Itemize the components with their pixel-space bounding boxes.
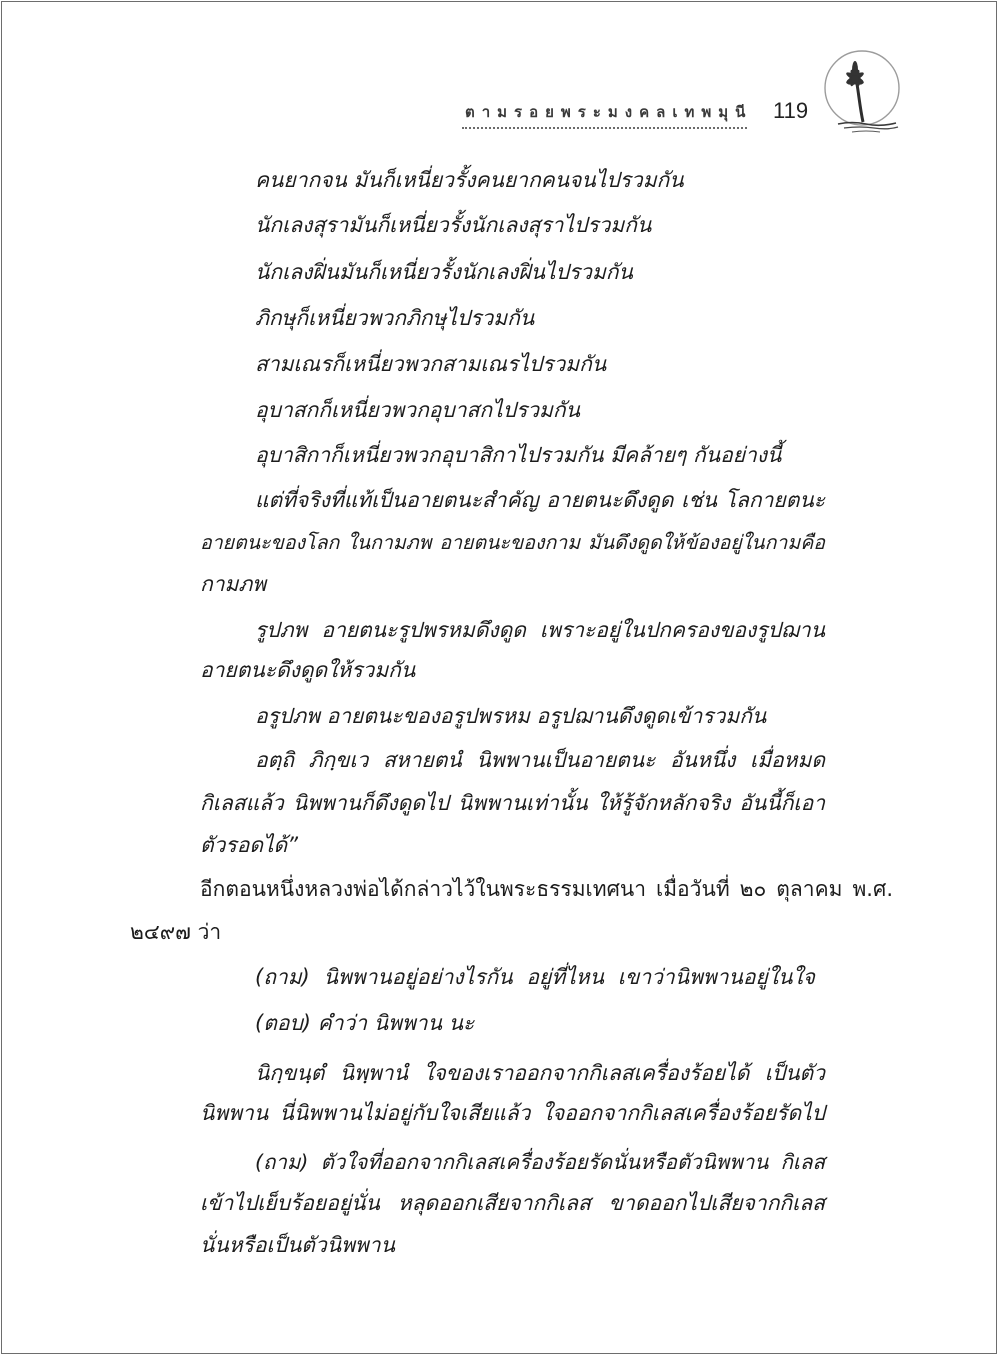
text-line: เข้าไปเย็บร้อยอยู่นั่น หลุดออกเสียจากกิเลส ขาดออกไปเสียจากกิเลส	[200, 1191, 825, 1215]
text-line: กามภพ	[200, 572, 267, 596]
text-line: รูปภพ อายตนะรูปพรหมดึงดูด เพราะอยู่ในปกครองของรูปฌาน	[255, 618, 825, 642]
text-line: อรูปภพ อายตนะของอรูปพรหม อรูปฌานดึงดูดเข้ารวมกัน	[255, 704, 767, 728]
text-line: นักเลงฝิ่นมันก็เหนี่ยวรั้งนักเลงฝิ่นไปรวมกัน	[255, 260, 633, 284]
text-line: อุบาสิกาก็เหนี่ยวพวกอุบาสิกาไปรวมกัน มีคล้ายๆ กันอย่างนี้	[255, 443, 782, 467]
text-line: (ตอบ) คำว่า นิพพาน นะ	[255, 1011, 475, 1035]
lotus-tree-emblem-icon	[822, 48, 904, 140]
text-line: ๒๔๙๗ ว่า	[130, 920, 222, 944]
page-number: 119	[773, 98, 809, 123]
text-line: ภิกษุก็เหนี่ยวพวกภิกษุไปรวมกัน	[255, 306, 535, 330]
text-line: กิเลสแล้ว นิพพานก็ดึงดูดไป นิพพานเท่านั้น ให้รู้จักหลักจริง อันนี้ก็เอา	[200, 791, 825, 815]
text-line: นิกฺขนฺตํ นิพฺพานํ ใจของเราออกจากกิเลสเครื่องร้อยได้ เป็นตัว	[255, 1061, 825, 1085]
text-line: อุบาสกก็เหนี่ยวพวกอุบาสกไปรวมกัน	[255, 398, 580, 422]
text-line: (ถาม) นิพพานอยู่อย่างไรกัน อยู่ที่ไหน เขาว่านิพพานอยู่ในใจ	[255, 965, 815, 989]
header-dotted-rule	[462, 127, 747, 129]
text-line: นิพพาน นี่นิพพานไม่อยู่กับใจเสียแล้ว ใจออกจากกิเลสเครื่องร้อยรัดไป	[200, 1101, 825, 1125]
text-line: แต่ที่จริงที่แท้เป็นอายตนะสำคัญ อายตนะดึงดูด เช่น โลกายตนะ	[255, 488, 825, 512]
text-line: อตฺถิ ภิกฺขเว สหายตนํ นิพพานเป็นอายตนะ อันหนึ่ง เมื่อหมด	[255, 748, 825, 772]
text-line: อีกตอนหนึ่งหลวงพ่อได้กล่าวไว้ในพระธรรมเทศนา เมื่อวันที่ ๒๐ ตุลาคม พ.ศ.	[200, 877, 893, 901]
text-line: อายตนะดึงดูดให้รวมกัน	[200, 658, 416, 682]
text-line: สามเณรก็เหนี่ยวพวกสามเณรไปรวมกัน	[255, 352, 607, 376]
text-line: ตัวรอดได้”	[200, 833, 299, 857]
text-line: นักเลงสุรามันก็เหนี่ยวรั้งนักเลงสุราไปรวมกัน	[255, 213, 652, 237]
text-line: นั่นหรือเป็นตัวนิพพาน	[200, 1233, 395, 1257]
text-line: คนยากจน มันก็เหนี่ยวรั้งคนยากคนจนไปรวมกัน	[255, 168, 684, 192]
text-line: (ถาม) ตัวใจที่ออกจากกิเลสเครื่องร้อยรัดนั่นหรือตัวนิพพาน กิเลส	[255, 1150, 825, 1174]
running-title: ตามรอยพระมงคลเทพมุนี	[465, 103, 753, 121]
text-line: อายตนะของโลก ในกามภพ อายตนะของกาม มันดึงดูดให้ข้องอยู่ในกามคือ	[200, 531, 825, 554]
